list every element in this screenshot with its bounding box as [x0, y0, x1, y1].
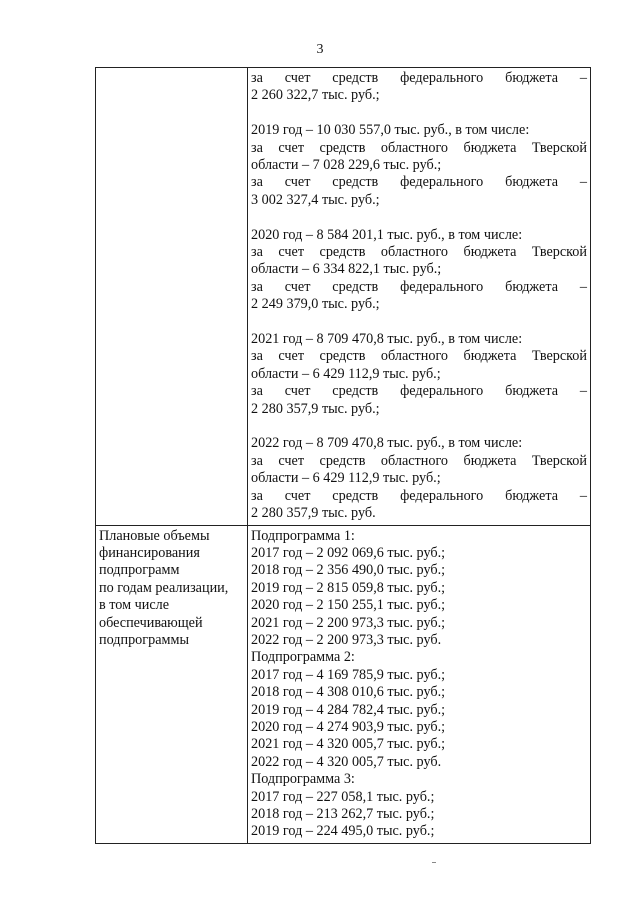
- funding-text-line: 2019 год – 10 030 557,0 тыс. руб., в том числе:: [251, 122, 530, 139]
- funding-text-line: за счет средств федерального бюджета –: [251, 383, 587, 400]
- funding-text-line: 3 002 327,4 тыс. руб.;: [251, 191, 380, 208]
- subprogram-year-line: 2017 год – 227 058,1 тыс. руб.;: [251, 788, 435, 805]
- subprogram-title: Подпрограмма 3:: [251, 771, 355, 788]
- funding-text-line: 2 280 357,9 тыс. руб.: [251, 505, 376, 522]
- table-row-funding-sources: [96, 68, 591, 526]
- funding-text-line: 2020 год – 8 584 201,1 тыс. руб., в том числе:: [251, 226, 523, 243]
- page-number: 3: [316, 42, 324, 57]
- funding-text-line: за счет средств федерального бюджета –: [251, 487, 587, 504]
- subprogram-year-line: 2019 год – 224 495,0 тыс. руб.;: [251, 823, 435, 840]
- funding-text-line: 2022 год – 8 709 470,8 тыс. руб., в том числе:: [251, 435, 523, 452]
- funding-text-line: 2021 год – 8 709 470,8 тыс. руб., в том числе:: [251, 331, 523, 348]
- funding-text-line: 2 249 379,0 тыс. руб.;: [251, 296, 380, 313]
- funding-text-line: области – 6 429 112,9 тыс. руб.;: [251, 365, 441, 382]
- funding-text-line: области – 7 028 229,6 тыс. руб.;: [251, 157, 442, 174]
- funding-sources-cell: [248, 68, 591, 526]
- label-line: обеспечивающей: [99, 614, 203, 631]
- funding-text-line: 2 280 357,9 тыс. руб.;: [251, 400, 380, 417]
- funding-year-block: [251, 70, 587, 105]
- funding-text-line: за счет средств областного бюджета Тверской: [251, 452, 587, 469]
- empty-label-cell: [96, 68, 248, 526]
- funding-year-block: [251, 122, 587, 209]
- subprogram-year-line: 2021 год – 4 320 005,7 тыс. руб.;: [251, 736, 446, 753]
- financing-table: [95, 67, 591, 844]
- funding-text-line: 2 260 322,7 тыс. руб.;: [251, 87, 380, 104]
- funding-text-line: области – 6 334 822,1 тыс. руб.;: [251, 261, 442, 278]
- subprogram-title: Подпрограмма 1:: [251, 527, 355, 544]
- subprogram-year-line: 2020 год – 2 150 255,1 тыс. руб.;: [251, 597, 446, 614]
- label-line: по годам реализации,: [99, 579, 229, 596]
- subprogram-year-line: 2022 год – 4 320 005,7 тыс. руб.: [251, 753, 442, 770]
- subprogram-year-line: 2018 год – 2 356 490,0 тыс. руб.;: [251, 562, 446, 579]
- funding-text-line: за счет средств областного бюджета Тверской: [251, 139, 587, 156]
- subprogram-year-line: 2018 год – 213 262,7 тыс. руб.;: [251, 806, 435, 822]
- label-line: подпрограмм: [99, 562, 180, 579]
- label-line: подпрограммы: [99, 631, 189, 648]
- scan-mark: [432, 862, 436, 863]
- funding-text-line: области – 6 429 112,9 тыс. руб.;: [251, 470, 441, 487]
- subprogram-year-line: 2020 год – 4 274 903,9 тыс. руб.;: [251, 718, 446, 735]
- funding-text-line: за счет средств областного бюджета Тверской: [251, 244, 587, 261]
- funding-year-block: [251, 331, 587, 418]
- funding-text-line: за счет средств федерального бюджета –: [251, 70, 587, 86]
- subprogram-year-line: 2022 год – 2 200 973,3 тыс. руб.: [251, 631, 442, 648]
- subprogram-financing-cell: [248, 525, 591, 843]
- subprogram-year-line: 2017 год – 2 092 069,6 тыс. руб.;: [251, 544, 446, 561]
- subprogram-year-line: 2019 год – 2 815 059,8 тыс. руб.;: [251, 579, 446, 596]
- subprogram-year-line: 2017 год – 4 169 785,9 тыс. руб.;: [251, 666, 446, 683]
- funding-text-line: за счет средств федерального бюджета –: [251, 174, 587, 191]
- funding-year-block: [251, 227, 587, 314]
- subprogram-year-line: 2018 год – 4 308 010,6 тыс. руб.;: [251, 684, 446, 701]
- funding-text-line: за счет средств федерального бюджета –: [251, 278, 587, 295]
- subprogram-title: Подпрограмма 2:: [251, 649, 355, 666]
- subprogram-financing-label: [96, 525, 248, 843]
- funding-text-line: за счет средств областного бюджета Тверской: [251, 348, 587, 365]
- label-line: Плановые объемы: [99, 527, 210, 544]
- funding-year-block: [251, 435, 587, 522]
- label-line: в том числе: [99, 597, 170, 614]
- subprogram-year-line: 2021 год – 2 200 973,3 тыс. руб.;: [251, 614, 446, 631]
- label-line: финансирования: [99, 544, 200, 561]
- subprogram-year-line: 2019 год – 4 284 782,4 тыс. руб.;: [251, 701, 446, 718]
- table-row-subprogram-financing: [96, 525, 591, 843]
